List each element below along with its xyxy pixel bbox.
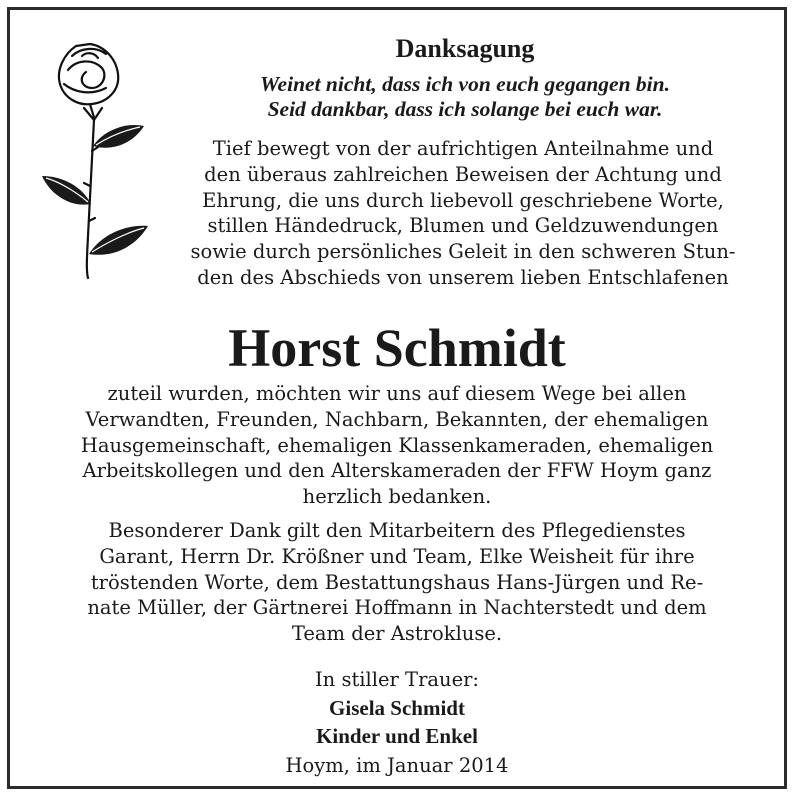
intro-line: den überaus zahlreichen Beweisen der Achtung und (204, 162, 722, 186)
special-thanks-line: Besonderer Dank gilt den Mitarbeitern des Pflegedienstes (108, 519, 686, 542)
intro-line: stillen Händedruck, Blumen und Geldzuwendungen (207, 214, 719, 238)
special-thanks-line: tröstenden Worte, dem Bestattungshaus Hans-Jürgen und Re- (90, 570, 704, 594)
mourning-label: In stiller Trauer: (314, 668, 480, 691)
thanks-line: zuteil wurden, möchten wir uns auf diesem Wege bei allen (107, 382, 687, 405)
quote-line: Weinet nicht, dass ich von euch gegangen bin. (260, 72, 670, 96)
thanks-line: Arbeitskollegen und den Alterskameraden der FFW Hoym ganz (82, 459, 712, 483)
quote-line: Seid dankbar, dass ich solange bei euch war. (267, 97, 663, 121)
mourning-block (10, 666, 784, 750)
intro-line: den des Abschieds von unserem lieben Entschlafenen (197, 265, 729, 289)
notice-title: Danksagung (395, 34, 535, 63)
intro-line: sowie durch persönliches Geleit in den schweren Stun- (190, 240, 736, 264)
signatory: Gisela Schmidt (329, 696, 465, 720)
thanks-line: herzlich bedanken. (302, 485, 492, 509)
signatory: Kinder und Enkel (316, 724, 478, 748)
intro-line: Ehrung, die uns durch liebevoll geschriebene Worte, (202, 188, 724, 212)
deceased-name: Horst Schmidt (228, 318, 566, 378)
memorial-quote (160, 72, 770, 122)
intro-line: Tief bewegt von der aufrichtigen Anteilnahme und (212, 137, 714, 160)
intro-paragraph (128, 136, 798, 291)
special-thanks-line: Team der Astrokluse. (291, 622, 503, 646)
thanks-line: Verwandten, Freunden, Nachbarn, Bekannten, der ehemaligen (85, 407, 709, 431)
place-date: Hoym, im Januar 2014 (285, 754, 509, 777)
obituary-card (7, 7, 787, 789)
special-thanks-paragraph (10, 518, 784, 647)
special-thanks-line: nate Müller, der Gärtnerei Hoffmann in Nachterstedt und dem (87, 596, 707, 620)
thanks-paragraph (10, 381, 784, 510)
thanks-line: Hausgemeinschaft, ehemaligen Klassenkameraden, ehemaligen (80, 433, 714, 457)
special-thanks-line: Garant, Herrn Dr. Krößner und Team, Elke Weisheit für ihre (99, 544, 695, 568)
